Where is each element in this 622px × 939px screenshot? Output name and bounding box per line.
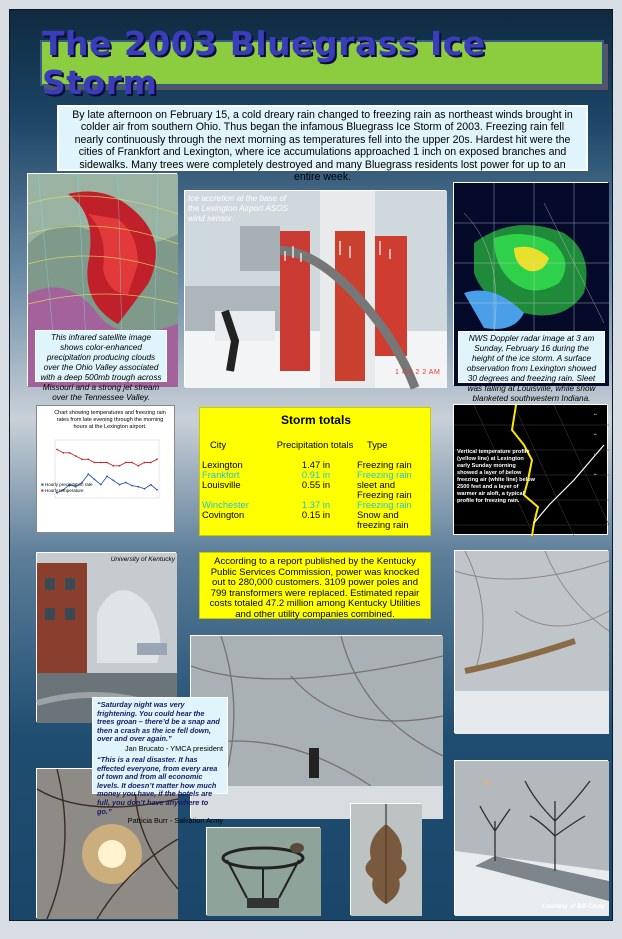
uk-credit: University of Kentucky xyxy=(110,556,175,563)
profile-caption: Vertical temperature profile (yellow line) at Lexington early Sunday morning showed a layer of below freezing air (white line) below 2500 feet and a layer of warmer air aloft, a typical profile for freezing rain. xyxy=(457,449,536,504)
precip-line-point xyxy=(125,482,127,484)
totals-total-3: 1.37 in xyxy=(301,499,331,510)
temperature-line-point xyxy=(150,462,152,464)
legend-temp-label: Hourly temperature xyxy=(44,488,84,493)
totals-type-2: sleet and Freezing rain xyxy=(357,479,412,500)
precip-line-point xyxy=(106,475,108,477)
chart-caption: Chart showing temperatures and freezing rain rates from late evening through the morning hours at the Lexington airport. xyxy=(54,410,166,430)
temperature-line-point xyxy=(119,465,121,467)
totals-type-3: Freezing rain xyxy=(357,499,412,510)
icy-trees-picture xyxy=(191,636,443,819)
totals-city-1: Frankfort xyxy=(202,469,240,480)
totals-type-1: Freezing rain xyxy=(357,469,412,480)
svg-text:▸▸: ▸▸ xyxy=(594,472,598,476)
intro-text: By late afternoon on February 15, a cold dreary rain changed to freezing rain as northeast winds brought in colder air from southern Ohio. Thus began the infamous Bluegrass Ice Storm of 2003. Freezing rain fell nearly continuously through the next morning as temperatures fell into the upper 20s. Hardest hit were the cities of Frankfort and Lexington, where ice accumulations approached 1 inch on exposed branches and sidewalks. Many trees were completely destroyed and many Bluegrass residents lost power for up to an entire week. xyxy=(57,105,588,171)
broken-branch-picture xyxy=(455,551,609,734)
temperature-precip-chart xyxy=(36,405,175,533)
totals-city-2: Louisville xyxy=(202,479,241,490)
svg-text:▸▸: ▸▸ xyxy=(594,432,598,436)
icy-street-photo xyxy=(454,760,608,915)
satellite-image xyxy=(27,173,177,402)
precip-line-point xyxy=(87,473,89,475)
temperature-line-point xyxy=(144,462,146,464)
temperature-line-point xyxy=(94,462,96,464)
precip-line-point xyxy=(112,480,114,482)
radar-image xyxy=(453,182,608,403)
photo-timestamp: 1 4 0 2 2 AM xyxy=(395,369,441,376)
totals-city-4: Covington xyxy=(202,509,245,520)
icy-street-picture xyxy=(455,761,609,916)
satellite-caption: This infrared satellite image shows color-enhanced precipitation producing clouds over the Ohio Valley associated with a deep 500mb trough across Missouri and a strong jet stream over the Tennessee Valley. xyxy=(35,330,167,382)
psc-report: According to a report published by the Kentucky Public Services Commission, power was knocked out to 280,000 customers. 3109 power poles and 799 transformers were replaced. Estimated repair costs totaled 47.2 million among Kentucky Utilities and other utility companies combined. xyxy=(199,552,431,619)
col-header-city: City xyxy=(210,439,227,450)
street-credit: Courtesy of Bill Crusy xyxy=(541,904,605,910)
precip-line-point xyxy=(144,488,146,490)
radar-caption: NWS Doppler radar image at 3 am Sunday, February 16 during the height of the ice storm. A surface observation from Lexington showed 30 degrees and freezing rain. Sleet was falling at Louisville, while snow blanketed southwestern Indiana. xyxy=(458,331,605,383)
temperature-line-point xyxy=(69,452,71,454)
asos-sensor-photo xyxy=(184,190,446,387)
temperature-line-point xyxy=(81,458,83,460)
totals-total-0: 1.47 in xyxy=(301,459,331,470)
legend-precip-label: Hourly precipitation rate xyxy=(44,482,93,487)
col-header-precip: Precipitation totals xyxy=(276,439,354,450)
legend-precip: ■ Hourly precipitation rate xyxy=(41,482,93,487)
precip-line-point xyxy=(94,479,96,481)
col-header-type: Type xyxy=(367,439,388,450)
precip-line-point xyxy=(119,484,121,486)
precip-line-point xyxy=(150,484,152,486)
precip-line-point xyxy=(131,485,133,487)
iced-leaf-picture xyxy=(351,804,422,916)
temperature-line-point xyxy=(100,462,102,464)
temperature-line-point xyxy=(87,458,89,460)
storm-totals-box xyxy=(199,407,431,536)
temperature-line-point xyxy=(125,462,127,464)
vertical-profile-chart xyxy=(453,404,608,535)
totals-type-0: Freezing rain xyxy=(357,459,412,470)
poster-title: The 2003 Bluegrass Ice Storm xyxy=(42,24,486,102)
legend-temp: ■ Hourly temperature xyxy=(41,488,84,493)
totals-total-2: 0.55 in xyxy=(301,479,331,490)
temperature-line-point xyxy=(56,449,58,451)
quote-1-text: “Saturday night was very frightening. You could hear the trees groan – there’d be a snap and then a crash as the ice fell down, over and over again.” xyxy=(97,700,220,744)
totals-city-0: Lexington xyxy=(202,459,243,470)
totals-total-1: 0.91 in xyxy=(301,469,331,480)
temperature-line-point xyxy=(137,465,139,467)
quotes-box xyxy=(92,697,228,826)
precip-line-point xyxy=(156,489,158,491)
quote-2-text: “This is a real disaster. It has effected everyone, from every area of town and from all economic levels. It doesn’t matter how much money you have, if the hotels are full, you don’t have anywhere to go.” xyxy=(97,754,218,816)
temperature-line-point xyxy=(112,465,114,467)
totals-city-3: Winchester xyxy=(202,499,249,510)
broken-branch-photo xyxy=(454,550,608,733)
chart-legend xyxy=(41,482,101,494)
iced-leaf-photo xyxy=(350,803,421,915)
quote-2-author: Patricia Burr - Salvation Army xyxy=(127,816,223,826)
svg-text:▸▸: ▸▸ xyxy=(594,412,598,416)
asos-caption: Ice accretion at the base of the Lexington Airport ASOS wind sensor. xyxy=(188,194,288,223)
precip-line-point xyxy=(137,486,139,488)
poster xyxy=(9,9,613,921)
storm-totals-title: Storm totals xyxy=(280,413,351,427)
quote-1-author: Jan Brucato - YMCA president xyxy=(124,743,223,753)
temperature-line-point xyxy=(131,462,133,464)
temperature-line-point xyxy=(62,452,64,454)
totals-type-4: Snow and freezing rain xyxy=(357,509,409,530)
bird-feeder-picture xyxy=(207,828,321,916)
poster-title-banner xyxy=(40,24,604,102)
temperature-line-point xyxy=(75,455,77,457)
totals-total-4: 0.15 in xyxy=(301,509,331,520)
svg-text:▸▸: ▸▸ xyxy=(594,452,598,456)
temperature-line-point xyxy=(156,458,158,460)
bird-feeder-photo xyxy=(206,827,320,915)
temperature-line-point xyxy=(106,462,108,464)
